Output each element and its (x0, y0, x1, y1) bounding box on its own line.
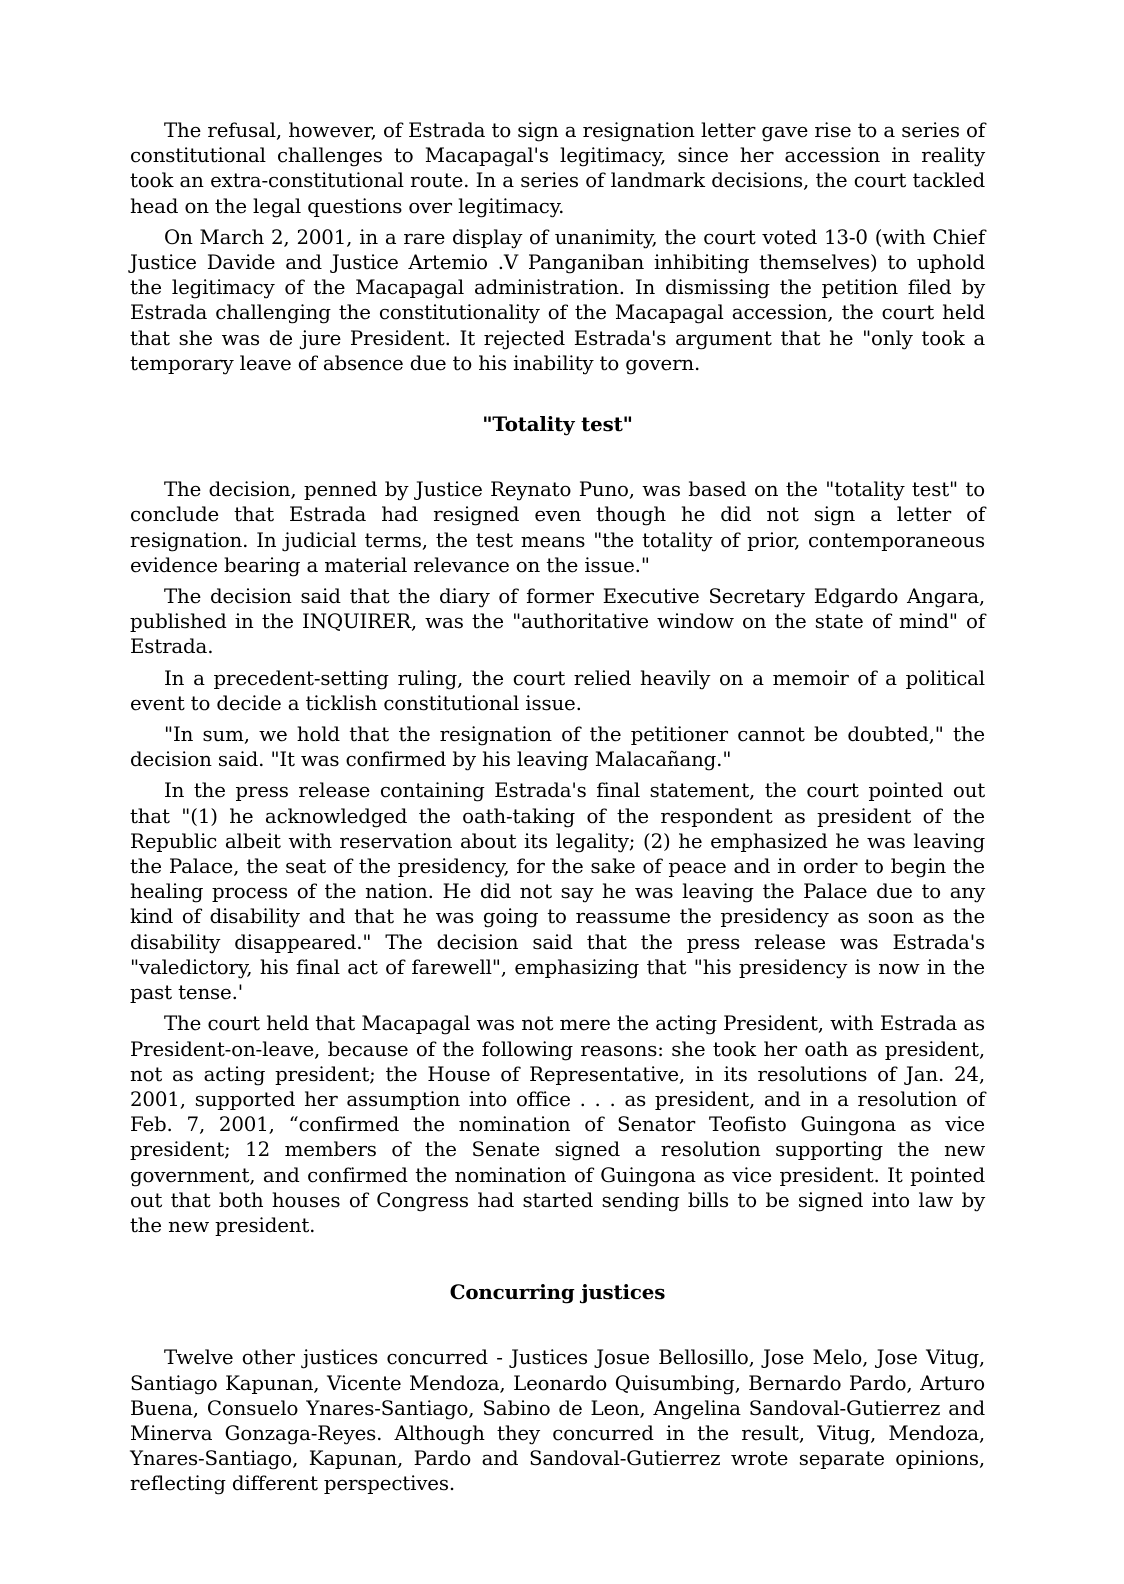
section-heading-concurring-justices: Concurring justices (449, 1280, 666, 1305)
paragraph-refusal: The refusal, however, of Estrada to sign a resignation letter gave rise to a series of constitutional challenges to Macapagal's legitimacy, since her accession in reality took an extra-constitutional route. In a series of landmark decisions, the court tackled head on the legal questions over legitimacy. (130, 119, 985, 218)
paragraph-in-sum: "In sum, we hold that the resignation of the petitioner cannot be doubted," the decision said. "It was confirmed by his leaving Malacañang." (130, 723, 985, 772)
paragraph-press-release: In the press release containing Estrada's final statement, the court pointed out that "(1) he acknowledged the oath-taking of the respondent as president of the Republic albeit with reservation about its legality; (2) he emphasized he was leaving the Palace, the seat of the presidency, for the sake of peace and in order to begin the healing process of the nation. He did not say he was leaving the Palace due to any kind of disability and that he was going to reassume the presidency as soon as the disability disappeared." The decision said that the press release was Estrada's "valedictory, his final act of farewell", emphasizing that "his presidency is now in the past tense.' (130, 779, 985, 1005)
paragraph-twelve-justices: Twelve other justices concurred - Justices Josue Bellosillo, Jose Melo, Jose Vitug, Santiago Kapunan, Vicente Mendoza, Leonardo Quisumbing, Bernardo Pardo, Arturo Buena, Consuelo Ynares-Santiago, Sabino de Leon, Angelina Sandoval-Gutierrez and Minerva Gonzaga-Reyes. Although they concurred in the result, Vitug, Mendoza, Ynares-Santiago, Kapunan, Pardo and Sandoval-Gutierrez wrote separate opinions, reflecting different perspectives. (130, 1346, 985, 1496)
section-heading-totality-test: "Totality test" (482, 412, 633, 437)
paragraph-precedent: In a precedent-setting ruling, the court relied heavily on a memoir of a political event to decide a ticklish constitutional issue. (130, 666, 985, 715)
paragraph-decision-puno: The decision, penned by Justice Reynato Puno, was based on the "totality test" to conclude that Estrada had resigned even though he did not sign a letter of resignation. In judicial terms, the test means "the totality of prior, contemporaneous evidence bearing a material relevance on the issue." (130, 478, 985, 577)
paragraph-march-ruling: On March 2, 2001, in a rare display of unanimity, the court voted 13-0 (with Chief Justice Davide and Justice Artemio .V Panganiban inhibiting themselves) to uphold the legitimacy of the Macapagal administration. In dismissing the petition filed by Estrada challenging the constitutionality of the Macapagal accession, the court held that she was de jure President. It rejected Estrada's argument that he "only took a temporary leave of absence due to his inability to govern. (130, 225, 985, 375)
document-page (130, 118, 985, 1503)
paragraph-not-acting-president: The court held that Macapagal was not mere the acting President, with Estrada as President-on-leave, because of the following reasons: she took her oath as president, not as acting president; the House of Representative, in its resolutions of Jan. 24, 2001, supported her assumption into office . . . as president, and in a resolution of Feb. 7, 2001, “confirmed the nomination of Senator Teofisto Guingona as vice president; 12 members of the Senate signed a resolution supporting the new government, and confirmed the nomination of Guingona as vice president. It pointed out that both houses of Congress had started sending bills to be signed into law by the new president. (130, 1012, 985, 1237)
paragraph-angara-diary: The decision said that the diary of former Executive Secretary Edgardo Angara, published in the INQUIRER, was the "authoritative window on the state of mind" of Estrada. (130, 585, 985, 659)
